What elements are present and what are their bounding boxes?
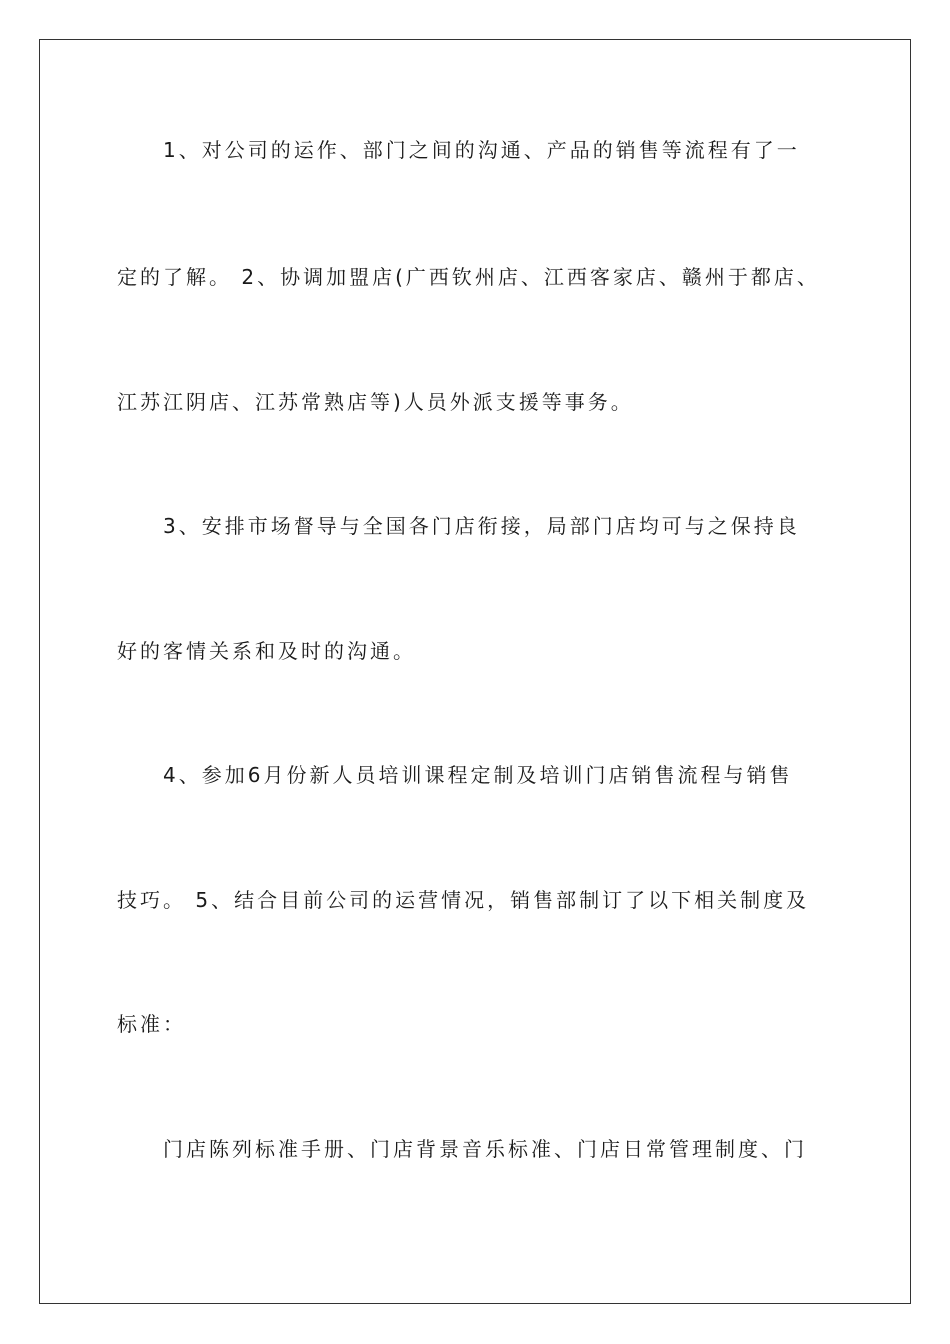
paragraph-3-line-2: 技巧。 5、结合目前公司的运营情况，销售部制订了以下相关制度及 <box>117 888 810 912</box>
paragraph-2-line-1: 3、安排市场督导与全国各门店衔接，局部门店均可与之保持良 <box>163 514 800 538</box>
paragraph-1-line-2: 定的了解。 2、协调加盟店(广西钦州店、江西客家店、赣州于都店、 <box>117 265 820 289</box>
paragraph-3-line-1: 4、参加6月份新人员培训课程定制及培训门店销售流程与销售 <box>163 763 793 787</box>
paragraph-1-line-3: 江苏江阴店、江苏常熟店等)人员外派支援等事务。 <box>117 390 634 414</box>
paragraph-2-line-2: 好的客情关系和及时的沟通。 <box>117 639 416 663</box>
paragraph-3-line-3: 标准： <box>117 1012 186 1036</box>
paragraph-1-line-1: 1、对公司的运作、部门之间的沟通、产品的销售等流程有了一 <box>163 138 800 162</box>
paragraph-4-line-1: 门店陈列标准手册、门店背景音乐标准、门店日常管理制度、门 <box>163 1137 807 1161</box>
page-border <box>39 39 911 1304</box>
